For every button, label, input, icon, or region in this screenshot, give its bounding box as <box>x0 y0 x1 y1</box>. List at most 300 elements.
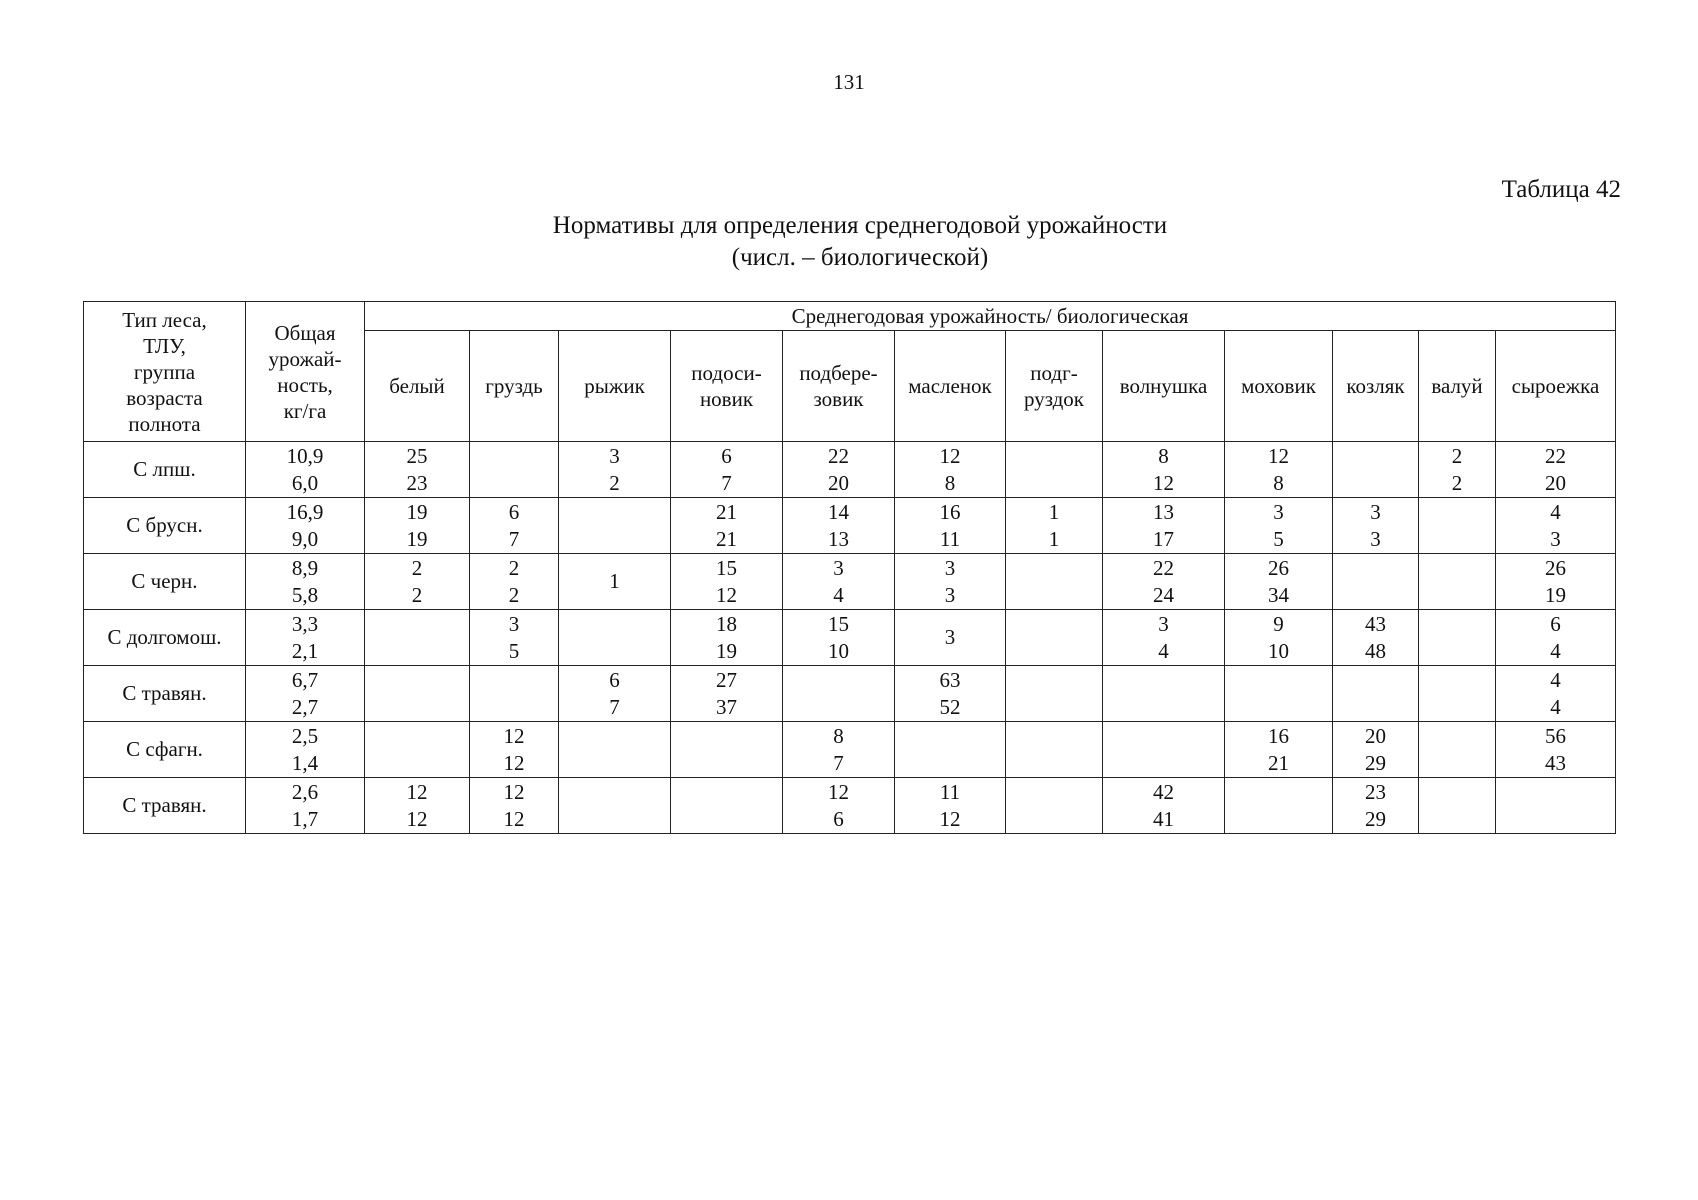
average-value: 10,9 <box>286 443 324 468</box>
species-yield-cell <box>470 722 559 778</box>
biological-value <box>1419 582 1495 609</box>
average-value <box>1225 667 1332 694</box>
biological-value: 52 <box>939 694 961 719</box>
biological-value <box>559 526 670 553</box>
average-value: 63 <box>939 667 961 692</box>
average-value: 12 <box>1268 443 1289 468</box>
biological-value <box>1006 694 1102 721</box>
species-yield-cell <box>365 778 470 834</box>
biological-value: 34 <box>1268 582 1289 607</box>
biological-value <box>365 694 469 721</box>
biological-value <box>1333 694 1418 721</box>
biological-value: 5 <box>508 638 520 663</box>
species-yield-cell <box>895 554 1006 610</box>
total-yield-cell <box>246 498 365 554</box>
average-value <box>365 723 469 750</box>
average-value <box>470 667 558 694</box>
table-row <box>84 498 1616 554</box>
biological-value: 41 <box>1153 806 1174 831</box>
species-name-line: подбере- <box>799 361 878 385</box>
species-column-header <box>1419 331 1496 442</box>
average-value <box>1419 723 1495 750</box>
table-row <box>84 722 1616 778</box>
biological-value: 5 <box>1273 526 1284 551</box>
average-value <box>365 611 469 638</box>
forest-type-header-line: группа <box>133 359 196 384</box>
average-value: 8,9 <box>291 555 319 580</box>
species-yield-cell <box>470 554 559 610</box>
species-yield-cell <box>1496 666 1616 722</box>
biological-value <box>1419 526 1495 553</box>
average-value: 6 <box>609 667 620 692</box>
average-value: 3 <box>1158 611 1169 636</box>
forest-type-header-line: полнота <box>128 411 201 436</box>
species-yield-cell <box>1103 442 1225 498</box>
species-column-header <box>783 331 895 442</box>
biological-value: 37 <box>716 694 737 719</box>
average-value: 4 <box>1550 499 1561 524</box>
biological-value: 2 <box>411 582 423 607</box>
average-value <box>1333 667 1418 694</box>
average-value <box>671 779 782 806</box>
species-name-line: груздь <box>485 374 543 398</box>
title-line-2: (числ. – биологической) <box>731 244 989 271</box>
species-column-header <box>559 331 671 442</box>
biological-value <box>365 750 469 777</box>
average-value: 14 <box>828 499 849 524</box>
biological-value: 12 <box>406 806 428 831</box>
average-value: 2 <box>1451 443 1463 468</box>
forest-type-cell: С травян. <box>84 778 246 834</box>
species-yield-cell <box>1419 666 1496 722</box>
average-value: 6 <box>508 499 520 524</box>
biological-value: 23 <box>406 470 428 495</box>
average-value: 56 <box>1545 723 1566 748</box>
biological-value <box>1419 806 1495 833</box>
species-name-line: подг- <box>1030 361 1078 385</box>
species-yield-cell <box>1103 498 1225 554</box>
average-value: 26 <box>1268 555 1289 580</box>
biological-value: 9,0 <box>291 526 319 551</box>
biological-value: 7 <box>833 750 844 775</box>
species-column-header <box>895 331 1006 442</box>
table-row <box>84 778 1616 834</box>
species-column-header <box>1333 331 1419 442</box>
biological-value: 3 <box>944 582 956 607</box>
average-value <box>671 723 782 750</box>
forest-type-header-line: Тип леса, <box>122 307 207 332</box>
biological-value <box>1006 638 1102 665</box>
species-yield-cell <box>671 610 783 666</box>
species-name-line: сыроежка <box>1511 374 1600 398</box>
species-yield-cell <box>470 778 559 834</box>
average-value: 22 <box>1153 555 1174 580</box>
biological-value <box>470 470 558 497</box>
biological-value <box>1225 806 1332 833</box>
biological-value <box>1006 750 1102 777</box>
species-yield-cell <box>1006 554 1103 610</box>
average-value: 16,9 <box>286 499 324 524</box>
biological-value: 29 <box>1365 806 1386 831</box>
average-value: 13 <box>1153 499 1174 524</box>
average-value <box>559 499 670 526</box>
species-column-header <box>1225 331 1333 442</box>
average-value <box>1103 723 1224 750</box>
table-body <box>84 442 1616 834</box>
average-value: 12 <box>503 723 525 748</box>
average-value: 23 <box>1365 779 1386 804</box>
average-value: 26 <box>1545 555 1566 580</box>
average-value <box>1006 611 1102 638</box>
average-value: 3 <box>508 611 520 636</box>
biological-value: 8 <box>944 470 956 495</box>
total-yield-header-line: кг/га <box>283 398 327 423</box>
species-yield-cell <box>1496 442 1616 498</box>
total-yield-cell <box>246 666 365 722</box>
species-yield-cell <box>1225 498 1333 554</box>
average-value: 42 <box>1153 779 1174 804</box>
biological-value: 43 <box>1545 750 1566 775</box>
average-value: 4 <box>1550 667 1561 692</box>
biological-value <box>559 806 670 833</box>
species-yield-cell <box>1496 498 1616 554</box>
biological-value <box>365 638 469 665</box>
average-value <box>365 667 469 694</box>
average-value: 22 <box>1545 443 1566 468</box>
biological-value: 4 <box>1550 638 1561 663</box>
species-yield-cell <box>671 722 783 778</box>
species-yield-cell <box>1103 666 1225 722</box>
average-value <box>1333 443 1418 470</box>
biological-value: 3 <box>1370 526 1381 551</box>
biological-value: 19 <box>716 638 737 663</box>
species-yield-cell <box>470 666 559 722</box>
total-yield-cell <box>246 778 365 834</box>
average-value <box>1419 779 1495 806</box>
average-value <box>470 443 558 470</box>
total-yield-column-header <box>246 302 365 442</box>
biological-value: 2 <box>508 582 520 607</box>
species-yield-cell <box>1333 554 1419 610</box>
biological-value: 5,8 <box>291 582 319 607</box>
average-value: 2 <box>508 555 520 580</box>
species-yield-cell <box>1333 666 1419 722</box>
average-value <box>783 667 894 694</box>
species-yield-cell <box>1333 722 1419 778</box>
species-yield-cell <box>1225 666 1333 722</box>
species-yield-cell <box>783 778 895 834</box>
average-value <box>1006 723 1102 750</box>
average-value: 3 <box>609 443 620 468</box>
biological-value <box>1419 750 1495 777</box>
forest-type-cell: С брусн. <box>84 498 246 554</box>
total-yield-cell <box>246 610 365 666</box>
species-yield-cell <box>1419 498 1496 554</box>
average-value: 12 <box>828 779 849 804</box>
species-yield-cell <box>1006 778 1103 834</box>
forest-type-cell: С долгомош. <box>84 610 246 666</box>
forest-type-column-header <box>84 302 246 442</box>
species-yield-cell <box>559 610 671 666</box>
average-value: 15 <box>828 611 849 636</box>
average-value: 16 <box>1268 723 1289 748</box>
forest-type-cell: С сфагн. <box>84 722 246 778</box>
average-value: 18 <box>716 611 737 636</box>
biological-value <box>1103 694 1224 721</box>
total-yield-cell <box>246 442 365 498</box>
species-yield-cell <box>1419 554 1496 610</box>
species-yield-cell <box>1496 778 1616 834</box>
species-column-header <box>365 331 470 442</box>
biological-value: 10 <box>1268 638 1289 663</box>
species-yield-cell <box>1419 610 1496 666</box>
average-value: 27 <box>716 667 737 692</box>
biological-value <box>559 750 670 777</box>
biological-value: 6 <box>833 806 844 831</box>
species-yield-cell <box>1496 554 1616 610</box>
species-yield-cell <box>671 666 783 722</box>
species-column-header <box>1103 331 1225 442</box>
species-yield-cell <box>1103 722 1225 778</box>
species-yield-cell <box>1419 722 1496 778</box>
average-value: 3 <box>833 555 844 580</box>
biological-value: 7 <box>721 470 732 495</box>
biological-value <box>1006 470 1102 497</box>
species-yield-cell <box>1006 666 1103 722</box>
species-name-line: новик <box>699 387 754 411</box>
species-name-line: масленок <box>908 374 992 398</box>
average-value: 25 <box>406 443 428 468</box>
species-yield-cell <box>1225 778 1333 834</box>
biological-value <box>1496 806 1615 833</box>
total-yield-header-line: Общая <box>274 320 336 345</box>
species-column-header <box>470 331 559 442</box>
biological-value: 2,7 <box>291 694 319 719</box>
forest-type-header-line: возраста <box>126 385 203 410</box>
species-yield-cell <box>671 498 783 554</box>
species-yield-cell <box>671 442 783 498</box>
species-name-line: валуй <box>1431 374 1483 398</box>
average-value: 43 <box>1365 611 1386 636</box>
average-value: 3,3 <box>291 611 319 636</box>
species-yield-cell <box>1419 778 1496 834</box>
species-yield-cell <box>1333 778 1419 834</box>
average-value <box>1006 555 1102 582</box>
species-yield-cell <box>365 722 470 778</box>
biological-value: 12 <box>503 750 525 775</box>
biological-value <box>470 694 558 721</box>
average-value: 1 <box>1048 499 1060 524</box>
biological-value <box>783 694 894 721</box>
average-value <box>1006 779 1102 806</box>
average-value: 2,5 <box>291 723 319 748</box>
species-yield-cell <box>559 666 671 722</box>
species-yield-cell <box>365 610 470 666</box>
species-yield-cell <box>783 666 895 722</box>
average-value: 9 <box>1273 611 1284 636</box>
biological-value: 4 <box>833 582 844 607</box>
biological-value: 12 <box>939 806 961 831</box>
biological-value: 19 <box>406 526 428 551</box>
species-yield-cell <box>1006 442 1103 498</box>
species-yield-cell <box>470 610 559 666</box>
average-value: 20 <box>1365 723 1386 748</box>
biological-value: 21 <box>1268 750 1289 775</box>
species-column-header <box>1006 331 1103 442</box>
biological-value <box>1333 582 1418 609</box>
yield-norms-table <box>83 301 1616 834</box>
species-column-header <box>671 331 783 442</box>
average-value <box>1006 443 1102 470</box>
table-label: Таблица 42 <box>1501 176 1621 203</box>
species-name-line: рыжик <box>584 374 645 398</box>
species-yield-cell <box>559 442 671 498</box>
biological-value <box>559 638 670 665</box>
page-number: 131 <box>833 70 865 94</box>
species-yield-cell <box>783 498 895 554</box>
biological-value: 2 <box>1451 470 1463 495</box>
species-name-line: козляк <box>1346 374 1405 398</box>
document-title <box>540 210 1180 274</box>
average-value <box>1103 667 1224 694</box>
average-value: 21 <box>716 499 737 524</box>
biological-value <box>1333 470 1418 497</box>
species-name-line: зовик <box>813 387 864 411</box>
biological-value: 3 <box>1550 526 1561 551</box>
biological-value <box>1419 694 1495 721</box>
species-yield-cell <box>1333 610 1419 666</box>
average-value: 2 <box>411 555 423 580</box>
species-yield-cell <box>783 554 895 610</box>
species-yield-cell <box>559 498 671 554</box>
species-yield-cell <box>365 442 470 498</box>
title-line-1: Нормативы для определения среднегодовой урожайности <box>552 212 1168 239</box>
average-value <box>559 779 670 806</box>
biological-value: 12 <box>716 582 737 607</box>
biological-value <box>1006 582 1102 609</box>
biological-value <box>671 806 782 833</box>
average-value <box>1419 499 1495 526</box>
species-yield-cell <box>1006 610 1103 666</box>
average-value: 3 <box>1273 499 1284 524</box>
table-row <box>84 554 1616 610</box>
species-yield-cell <box>783 610 895 666</box>
biological-value: 11 <box>939 526 961 551</box>
species-yield-cell <box>783 722 895 778</box>
average-value: 6,7 <box>291 667 319 692</box>
species-yield-cell <box>365 666 470 722</box>
biological-value <box>1103 750 1224 777</box>
biological-value <box>895 750 1005 777</box>
biological-value: 17 <box>1153 526 1174 551</box>
species-yield-cell <box>365 554 470 610</box>
biological-value <box>671 750 782 777</box>
species-yield-cell <box>1103 778 1225 834</box>
species-yield-cell <box>1225 610 1333 666</box>
total-yield-header-line: ность, <box>277 372 333 397</box>
biological-value: 29 <box>1365 750 1386 775</box>
species-yield-cell <box>671 778 783 834</box>
species-yield-cell <box>1419 442 1496 498</box>
average-value <box>1333 555 1418 582</box>
species-yield-cell <box>1225 722 1333 778</box>
biological-value: 21 <box>716 526 737 551</box>
average-value: 6 <box>721 443 732 468</box>
biological-value: 13 <box>828 526 849 551</box>
forest-type-cell: С лпш. <box>84 442 246 498</box>
forest-type-cell: С травян. <box>84 666 246 722</box>
species-yield-cell <box>559 778 671 834</box>
species-yield-cell <box>365 498 470 554</box>
table-row <box>84 666 1616 722</box>
average-value: 22 <box>828 443 849 468</box>
species-yield-cell <box>895 498 1006 554</box>
biological-value <box>1419 638 1495 665</box>
biological-value: 8 <box>1273 470 1284 495</box>
species-yield-cell <box>1006 498 1103 554</box>
species-yield-cell <box>895 778 1006 834</box>
average-value: 12 <box>939 443 961 468</box>
biological-value: 10 <box>828 638 849 663</box>
species-name-line: подоси- <box>691 361 762 385</box>
average-value <box>1419 611 1495 638</box>
average-value <box>559 611 670 638</box>
species-yield-cell <box>895 722 1006 778</box>
species-yield-cell: 3 <box>895 610 1006 666</box>
biological-value: 1 <box>1048 526 1060 551</box>
average-value <box>1225 779 1332 806</box>
biological-value: 1,7 <box>291 806 319 831</box>
average-value: 19 <box>406 499 428 524</box>
species-yield-cell <box>783 442 895 498</box>
species-group-header: Среднегодовая урожайность/ биологическая <box>365 302 1616 331</box>
species-name-line: руздок <box>1023 387 1085 411</box>
species-name-line: моховик <box>1241 374 1316 398</box>
biological-value: 24 <box>1153 582 1174 607</box>
species-yield-cell <box>470 498 559 554</box>
species-yield-cell <box>559 722 671 778</box>
species-column-header <box>1496 331 1616 442</box>
total-yield-header-line: урожай- <box>268 346 342 371</box>
biological-value: 7 <box>508 526 520 551</box>
species-yield-cell <box>671 554 783 610</box>
average-value <box>895 723 1005 750</box>
average-value: 16 <box>939 499 961 524</box>
biological-value: 4 <box>1158 638 1169 663</box>
table-row <box>84 610 1616 666</box>
biological-value: 12 <box>1153 470 1174 495</box>
average-value <box>559 723 670 750</box>
species-name-line: белый <box>389 374 445 398</box>
forest-type-header-line: ТЛУ, <box>143 333 186 358</box>
average-value: 8 <box>1158 443 1169 468</box>
species-name-line: волнушка <box>1119 374 1208 398</box>
biological-value: 4 <box>1550 694 1561 719</box>
average-value <box>1496 779 1615 806</box>
species-yield-cell <box>1496 722 1616 778</box>
average-value <box>1419 555 1495 582</box>
species-yield-cell <box>895 442 1006 498</box>
species-yield-cell <box>1006 722 1103 778</box>
average-value: 2,6 <box>291 779 319 804</box>
biological-value <box>1006 806 1102 833</box>
average-value: 15 <box>716 555 737 580</box>
biological-value: 48 <box>1365 638 1386 663</box>
average-value: 12 <box>406 779 428 804</box>
average-value <box>1006 667 1102 694</box>
species-yield-cell <box>895 666 1006 722</box>
species-yield-cell <box>470 442 559 498</box>
